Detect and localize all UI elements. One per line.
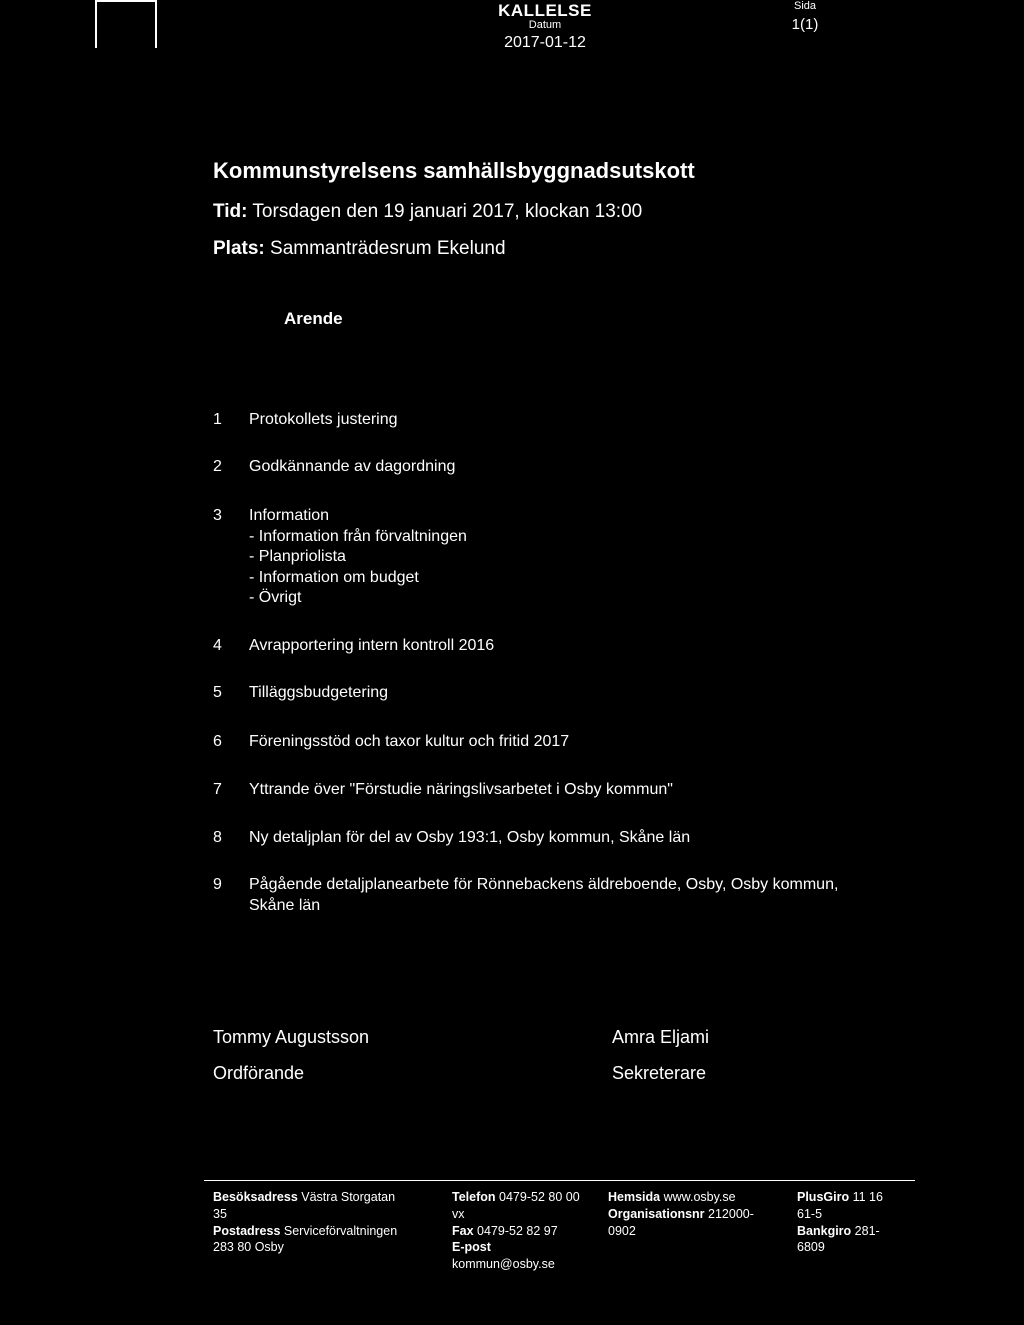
chair-name: Tommy Augustsson: [213, 1027, 370, 1047]
date-label: Datum: [528, 19, 562, 31]
place-label: Plats:: [213, 238, 265, 259]
meeting-title: Kommunstyrelsens samhällsbyggnadsutskott: [213, 158, 695, 183]
plusgiro-line2: 61-5: [797, 1206, 823, 1221]
agenda-item-text: Godkännande av dagordning: [249, 457, 456, 475]
agenda-subitem: - Övrigt: [249, 589, 302, 606]
footer-web: [608, 1189, 778, 1239]
agenda-item: [213, 636, 913, 657]
footer-payment: [797, 1189, 907, 1256]
agenda-item-text: Tilläggsbudgetering: [249, 684, 389, 701]
agenda-item-number: 8: [213, 828, 222, 846]
document-type: KALLELSE: [498, 1, 592, 20]
footer-divider: [204, 1180, 915, 1181]
postal-address-line2: 283 80 Osby: [213, 1240, 284, 1255]
page-number: 1(1): [791, 16, 819, 33]
agenda-list: [213, 410, 913, 916]
agenda-item-text: Pågående detaljplanearbete för Rönnebackens äldreboende, Osby, Osby kommun,: [249, 876, 839, 893]
chair-role: Ordförande: [213, 1063, 305, 1083]
secretary-role: Sekreterare: [612, 1063, 707, 1083]
agenda-item-number: 2: [213, 457, 222, 475]
agenda-item-text: Ny detaljplan för del av Osby 193:1, Osby kommun, Skåne län: [249, 828, 691, 846]
phone-suffix: vx: [452, 1206, 465, 1221]
agenda-item: [213, 683, 913, 704]
footer-address: [213, 1189, 428, 1256]
agenda-item-number: 7: [213, 781, 222, 798]
fax-label: Fax: [452, 1223, 474, 1238]
date-value: 2017-01-12: [504, 34, 586, 51]
footer-contact: [452, 1189, 602, 1273]
time-value: Torsdagen den 19 januari 2017, klockan 13:00: [252, 201, 643, 222]
agenda-item: [213, 457, 913, 478]
bankgiro-line1: 281-: [854, 1223, 880, 1238]
agenda-item: [213, 828, 913, 849]
bankgiro-line2: 6809: [797, 1240, 825, 1255]
agenda-item-number: 4: [213, 636, 222, 654]
agenda-item: [213, 506, 913, 609]
agenda-item-number: 6: [213, 732, 222, 750]
agenda-item: [213, 410, 913, 431]
secretary-name: Amra Eljami: [612, 1027, 710, 1047]
org-number-line2: 0902: [608, 1223, 636, 1238]
website-label: Hemsida: [608, 1190, 661, 1204]
visit-address-line2: 35: [213, 1206, 227, 1221]
meeting-place: [213, 238, 506, 260]
agenda-heading: Arende: [284, 309, 343, 328]
agenda-item-text: Information: [249, 507, 330, 524]
plusgiro-label: PlusGiro: [797, 1190, 850, 1204]
postal-address-label: Postadress: [213, 1223, 281, 1238]
fax-value: 0479-52 82 97: [477, 1223, 558, 1238]
email-label: E-post: [452, 1240, 491, 1255]
place-value: Sammanträdesrum Ekelund: [270, 238, 506, 259]
visit-address-line1: Västra Storgatan: [301, 1190, 396, 1204]
website-value: www.osby.se: [663, 1190, 736, 1204]
agenda-item: [213, 732, 913, 753]
agenda-item-text: Yttrande över "Förstudie näringslivsarbetet i Osby kommun": [249, 781, 673, 798]
agenda-item: [213, 875, 913, 916]
plusgiro-line1: 11 16: [852, 1190, 883, 1204]
visit-address-label: Besöksadress: [213, 1190, 298, 1204]
agenda-subitem: - Planpriolista: [249, 548, 346, 565]
phone-label: Telefon: [452, 1190, 496, 1204]
time-label: Tid:: [213, 201, 248, 222]
org-number-line1: 212000-: [708, 1206, 754, 1221]
bankgiro-label: Bankgiro: [797, 1223, 852, 1238]
logo-frame: [95, 0, 157, 48]
agenda-item-text: Föreningsstöd och taxor kultur och fritid 2017: [249, 732, 570, 750]
agenda-item: [213, 780, 913, 801]
phone-value: 0479-52 80 00: [499, 1190, 580, 1204]
meeting-time: [213, 201, 642, 223]
agenda-subitem: - Information från förvaltningen: [249, 527, 467, 545]
agenda-item-number: 3: [213, 507, 222, 524]
agenda-item-number: 5: [213, 684, 222, 701]
postal-address-line1: Serviceförvaltningen: [283, 1223, 398, 1238]
email-value: kommun@osby.se: [452, 1257, 555, 1272]
agenda-item-text: Avrapportering intern kontroll 2016: [249, 636, 495, 654]
agenda-subitem: - Information om budget: [249, 568, 419, 586]
agenda-item-text-continued: Skåne län: [249, 896, 321, 914]
page-label: Sida: [793, 0, 817, 12]
agenda-item-number: 9: [213, 876, 222, 893]
agenda-item-number: 1: [213, 411, 222, 428]
org-number-label: Organisationsnr: [608, 1206, 705, 1221]
agenda-item-text: Protokollets justering: [249, 411, 398, 428]
